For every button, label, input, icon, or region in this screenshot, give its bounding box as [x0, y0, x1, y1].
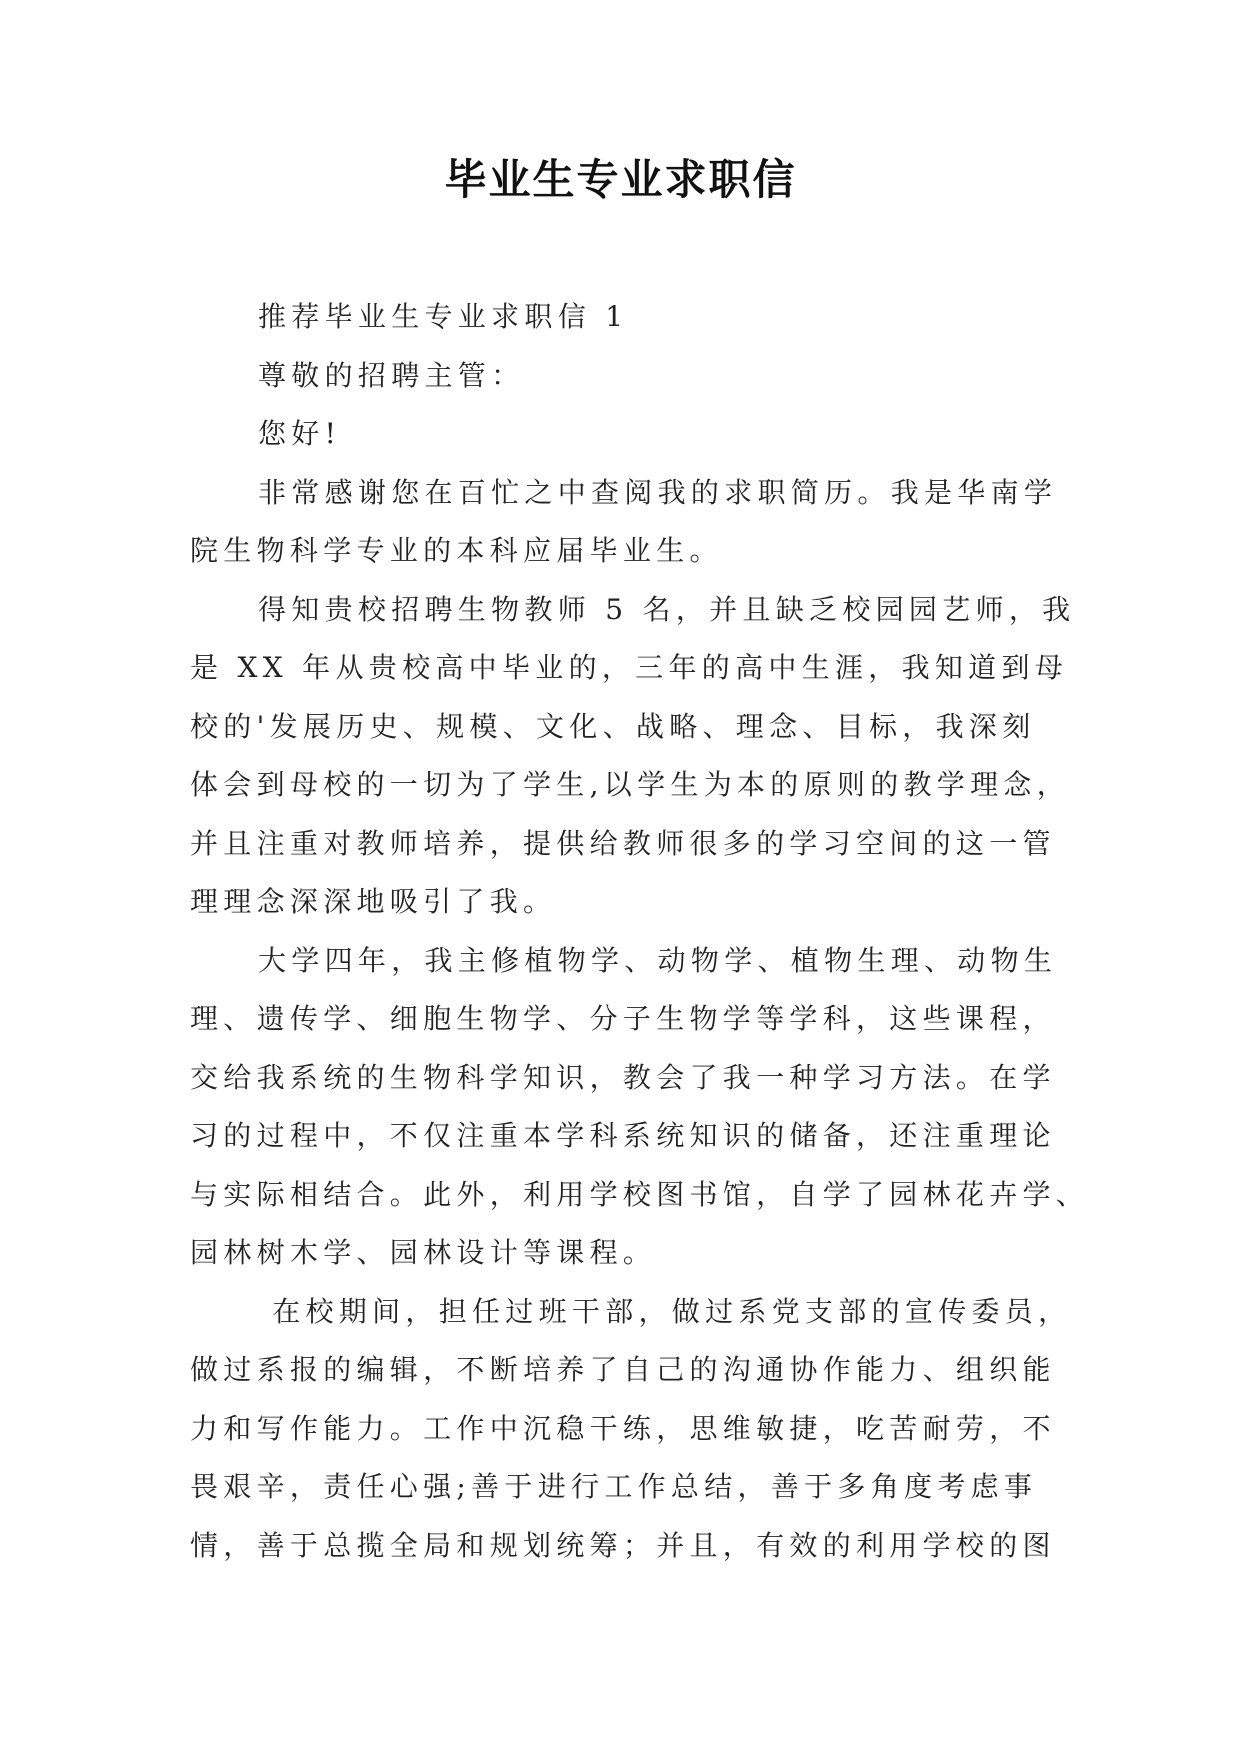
paragraph-line: 体会到母校的一切为了学生,以学生为本的原则的教学理念， — [190, 768, 1071, 801]
paragraph-line: 交给我系统的生物科学知识，教会了我一种学习方法。在学 — [190, 1060, 1056, 1094]
paragraph — [190, 1283, 1070, 1576]
paragraph-line: 在校期间，担任过班干部，做过系党支部的宣传委员， — [258, 1294, 1072, 1328]
paragraph-line: 尊敬的招聘主管： — [258, 358, 525, 392]
paragraph-line: 情，善于总揽全局和规划统筹；并且，有效的利用学校的图 — [190, 1528, 1056, 1562]
paragraph-line: 力和写作能力。工作中沉稳干练，思维敏捷，吃苦耐劳，不 — [190, 1411, 1056, 1445]
paragraph-line: 校的'发展历史、规模、文化、战略、理念、目标，我深刻 — [190, 709, 1036, 743]
paragraph-line: 做过系报的编辑，不断培养了自己的沟通协作能力、组织能 — [190, 1353, 1056, 1386]
paragraph-line: 并且注重对教师培养，提供给教师很多的学习空间的这一管 — [190, 826, 1056, 860]
paragraph-line: 园林树木学、园林设计等课程。 — [190, 1236, 657, 1269]
document-title: 毕业生专业求职信 — [444, 155, 797, 204]
paragraph-line: 大学四年，我主修植物学、动物学、植物生理、动物生 — [258, 943, 1058, 977]
paragraph — [190, 932, 1090, 1283]
paragraph-line: 得知贵校招聘生物教师 5 名，并且缺乏校园园艺师，我 — [258, 592, 1076, 626]
greeting — [190, 405, 1070, 464]
salutation — [190, 347, 1070, 406]
paragraph-line: 习的过程中，不仅注重本学科系统知识的储备，还注重理论 — [190, 1119, 1056, 1152]
paragraph — [190, 581, 1076, 932]
paragraph-line: 非常感谢您在百忙之中查阅我的求职简历。我是华南学 — [258, 475, 1058, 509]
paragraph-line: 您好! — [258, 417, 342, 450]
paragraph-heading-line — [190, 288, 1070, 347]
paragraph — [190, 464, 1070, 581]
document-body — [190, 288, 1090, 1575]
paragraph-line: 理、遗传学、细胞生物学、分子生物学等学科，这些课程， — [190, 1002, 1056, 1035]
paragraph-line: 与实际相结合。此外，利用学校图书馆，自学了园林花卉学、 — [190, 1177, 1090, 1211]
paragraph-line: 是 XX 年从贵校高中毕业的，三年的高中生涯，我知道到母 — [190, 651, 1069, 684]
paragraph-line: 畏艰辛，责任心强;善于进行工作总结，善于多角度考虑事 — [190, 1470, 1038, 1503]
paragraph-line: 理理念深深地吸引了我。 — [190, 885, 557, 918]
paragraph-line: 院生物科学专业的本科应届毕业生。 — [190, 534, 723, 567]
paragraph-line: 推荐毕业生专业求职信 1 — [258, 300, 629, 333]
